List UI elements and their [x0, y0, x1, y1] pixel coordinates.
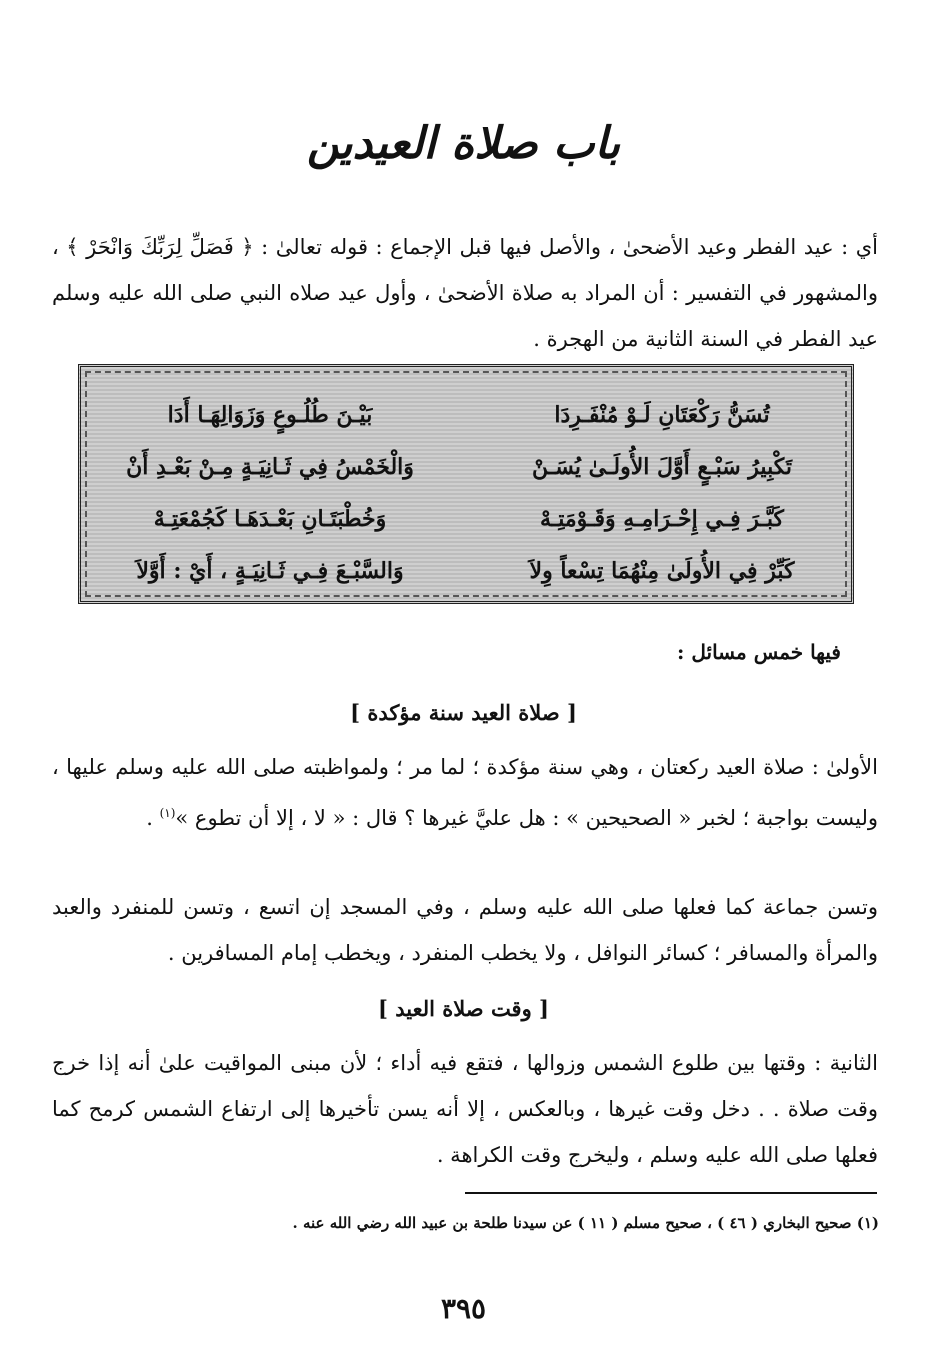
verse-hemistich-first: كَبِّرْ فِي الأُولَىٰ مِنْهُمَا تِسْعاً وِلاَ	[529, 558, 795, 584]
intro-paragraph: أي : عيد الفطر وعيد الأضحىٰ ، والأصل فيها قبل الإجماع : قوله تعالىٰ : ﴿ فَصَلِّ لِرَبِّكَ وَانْحَرْ ﴾ ، والمشهور في التفسير : أن المراد به صلاة الأضحىٰ ، وأول عيد صلاه النبي صلى الله عليه وسلم عيد الفطر في السنة الثانية من الهجرة .	[52, 235, 878, 351]
verse-box	[78, 364, 854, 604]
verse-row	[105, 493, 827, 545]
section-heading-1: [ صلاة العيد سنة مؤكدة ]	[350, 700, 577, 725]
footnote: (١) صحيح البخاري ( ٤٦ ) ، صحيح مسلم ( ١١ ) عن سيدنا طلحة بن عبيد الله رضي الله عنه .	[292, 1214, 879, 1232]
verse-row	[105, 389, 827, 441]
chapter-title: باب صلاة العيدين	[306, 118, 621, 169]
issues-intro: فيها خمس مسائل :	[677, 640, 841, 664]
verse-hemistich-second: بَيْـنَ طُلُـوعٍ وَزَوَالِهَـا أَدَا	[167, 402, 373, 428]
paragraph-text: الأولىٰ : صلاة العيد ركعتان ، وهي سنة مؤكدة ؛ لما مر ؛ ولمواظبته صلى الله عليه وسلم عليها ، وليست بواجبة ؛ لخبر « الصحيحين » : هل عليَّ غيرها ؟ قال : « لا ، إلا أن تطوع »	[52, 755, 878, 830]
verse-row	[105, 441, 827, 493]
verse-hemistich-first: تُسَنُّ رَكْعَتَانِ لَـوْ مُنْفَـرِدَا	[554, 402, 770, 428]
page-number: ٣٩٥	[440, 1292, 487, 1325]
paragraph-first-issue	[52, 744, 878, 841]
verse-hemistich-second: وَالسَّبْـعَ فِـي ثَـانِيَـةٍ ، أَيْ : أَوَّلاَ	[136, 558, 404, 584]
verse-list	[105, 389, 827, 597]
paragraph-congregation: وتسن جماعة كما فعلها صلى الله عليه وسلم ، وفي المسجد إن اتسع ، وتسن للمنفرد والعبد والمرأة والمسافر ؛ كسائر النوافل ، ولا يخطب المنفرد ، ويخطب إمام المسافرين .	[52, 895, 878, 965]
verse-hemistich-first: كَبَّـرَ فِـي إِحْـرَامِـهِ وَقَـوْمَتِـهْ	[539, 506, 785, 532]
verse-hemistich-second: وَخُطْبَتَـانِ بَعْـدَهَـا كَجُمْعَتِـهْ	[153, 506, 387, 532]
paragraph-end: .	[146, 806, 160, 830]
section-heading-2: [ وقت صلاة العيد ]	[377, 996, 549, 1021]
footnote-divider	[465, 1192, 877, 1194]
verse-hemistich-first: تَكْبِيرُ سَبْـعٍ أَوَّلَ الأُولَـىٰ يُسَـنْ	[532, 454, 792, 480]
footnote-reference[interactable]: (١)	[159, 806, 176, 820]
paragraph-second-issue: الثانية : وقتها بين طلوع الشمس وزوالها ، فتقع فيه أداء ؛ لأن مبنى المواقيت علىٰ أنه إذا خرج وقت صلاة . . دخل وقت غيرها ، وبالعكس ، إلا أنه يسن تأخيرها إلى ارتفاع الشمس كرمح كما فعلها صلى الله عليه وسلم ، وليخرج وقت الكراهة .	[52, 1051, 878, 1167]
verse-hemistich-second: وَالْخَمْسُ فِي ثَـانِيَـةٍ مِـنْ بَعْـدِ أَنْ	[126, 454, 414, 480]
verse-row	[105, 545, 827, 597]
